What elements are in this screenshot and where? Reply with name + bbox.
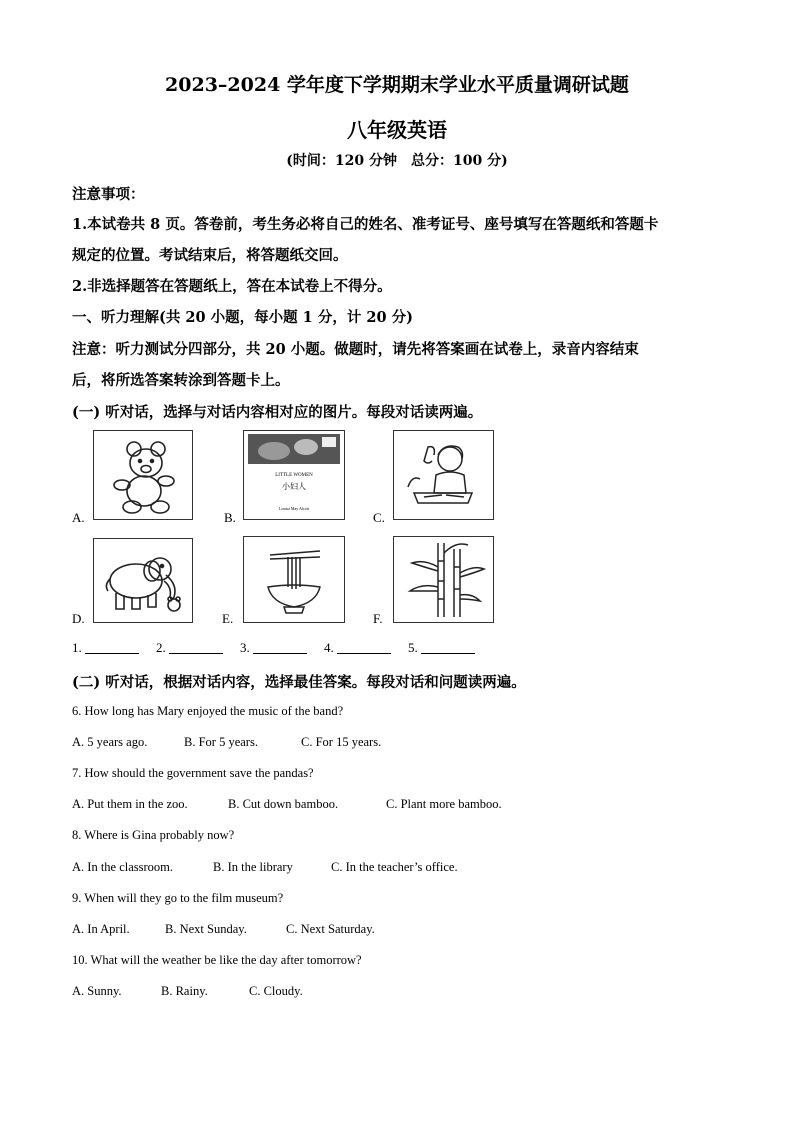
picture-label-f: F. xyxy=(373,611,383,626)
question-7-option-a[interactable]: A. Put them in the zoo. xyxy=(72,797,188,811)
answer-blanks xyxy=(72,640,489,656)
picture-b xyxy=(243,430,345,520)
picture-c xyxy=(393,430,494,520)
question-6-option-b[interactable]: B. For 5 years. xyxy=(184,735,258,749)
question-10-option-b[interactable]: B. Rainy. xyxy=(161,984,208,998)
answer-blank-1[interactable]: 1. xyxy=(72,640,139,656)
question-8: 8. Where is Gina probably now? xyxy=(72,828,235,842)
section1-note-line2: 后，将所选答案转涂到答题卡上。 xyxy=(72,372,290,389)
answer-blank-2[interactable]: 2. xyxy=(156,640,223,656)
question-8-option-b[interactable]: B. In the library xyxy=(213,860,293,874)
section1-title: 一、听力理解(共 20 小题，每小题 1 分，计 20 分) xyxy=(72,309,413,326)
notes-item1-line1: 1.本试卷共 8 页。答卷前，考生务必将自己的姓名、准考证号、座号填写在答题纸和答题卡 xyxy=(72,216,659,233)
answer-blank-4[interactable]: 4. xyxy=(324,640,391,656)
noodle-bowl-icon xyxy=(244,537,344,622)
question-6-options xyxy=(72,735,381,750)
section1-note-line1: 注意：听力测试分四部分，共 20 小题。做题时，请先将答案画在试卷上，录音内容结束 xyxy=(72,341,639,358)
picture-label-a: A. xyxy=(72,510,85,525)
picture-a xyxy=(93,430,193,520)
part2-title: (二) 听对话，根据对话内容，选择最佳答案。每段对话和问题读两遍。 xyxy=(72,674,526,691)
bamboo-icon xyxy=(394,537,493,622)
exam-subtitle: 八年级英语 xyxy=(347,118,447,142)
question-9-option-b[interactable]: B. Next Sunday. xyxy=(165,922,247,936)
picture-e xyxy=(243,536,345,623)
question-10: 10. What will the weather be like the day after tomorrow? xyxy=(72,953,362,967)
notes-item1-line2: 规定的位置。考试结束后，将答题纸交回。 xyxy=(72,247,348,264)
question-10-option-c[interactable]: C. Cloudy. xyxy=(249,984,303,998)
exam-title: 2023–2024 学年度下学期期末学业水平质量调研试题 xyxy=(165,74,629,96)
boy-reading-icon xyxy=(394,431,493,519)
question-9: 9. When will they go to the film museum? xyxy=(72,891,284,905)
question-6-option-c[interactable]: C. For 15 years. xyxy=(301,735,382,749)
book-cover-icon xyxy=(244,431,344,467)
question-9-option-c[interactable]: C. Next Saturday. xyxy=(286,922,375,936)
book-title: LITTLE WOMEN xyxy=(275,473,313,478)
question-9-option-a[interactable]: A. In April. xyxy=(72,922,130,936)
answer-blank-5[interactable]: 5. xyxy=(408,640,475,656)
picture-d xyxy=(93,538,193,623)
question-8-option-a[interactable]: A. In the classroom. xyxy=(72,860,174,874)
question-10-option-a[interactable]: A. Sunny. xyxy=(72,984,122,998)
answer-blank-3[interactable]: 3. xyxy=(240,640,307,656)
book-title-cn: 小妇人 xyxy=(282,482,306,491)
elephant-icon xyxy=(94,539,192,622)
question-8-options xyxy=(72,860,458,875)
question-8-option-c[interactable]: C. In the teacher’s office. xyxy=(331,860,458,874)
notes-item2: 2.非选择题答在答题纸上，答在本试卷上不得分。 xyxy=(72,278,392,295)
question-7: 7. How should the government save the pandas? xyxy=(72,766,314,780)
question-7-options xyxy=(72,797,502,812)
notes-heading: 注意事项： xyxy=(72,186,145,203)
picture-label-b: B. xyxy=(224,510,236,525)
book-author: Louisa May Alcott xyxy=(279,506,309,511)
question-10-options xyxy=(72,984,303,999)
question-6: 6. How long has Mary enjoyed the music of the band? xyxy=(72,704,344,718)
question-7-option-c[interactable]: C. Plant more bamboo. xyxy=(386,797,502,811)
question-9-options xyxy=(72,922,375,937)
picture-f xyxy=(393,536,494,623)
picture-label-e: E. xyxy=(222,611,234,626)
part1-title: (一) 听对话，选择与对话内容相对应的图片。每段对话读两遍。 xyxy=(72,404,483,421)
exam-meta: (时间：120 分钟 总分：100 分) xyxy=(286,153,508,169)
question-6-option-a[interactable]: A. 5 years ago. xyxy=(72,735,148,749)
teddy-bear-icon xyxy=(94,431,192,519)
picture-label-c: C. xyxy=(373,510,385,525)
picture-label-d: D. xyxy=(72,611,85,626)
question-7-option-b[interactable]: B. Cut down bamboo. xyxy=(228,797,339,811)
